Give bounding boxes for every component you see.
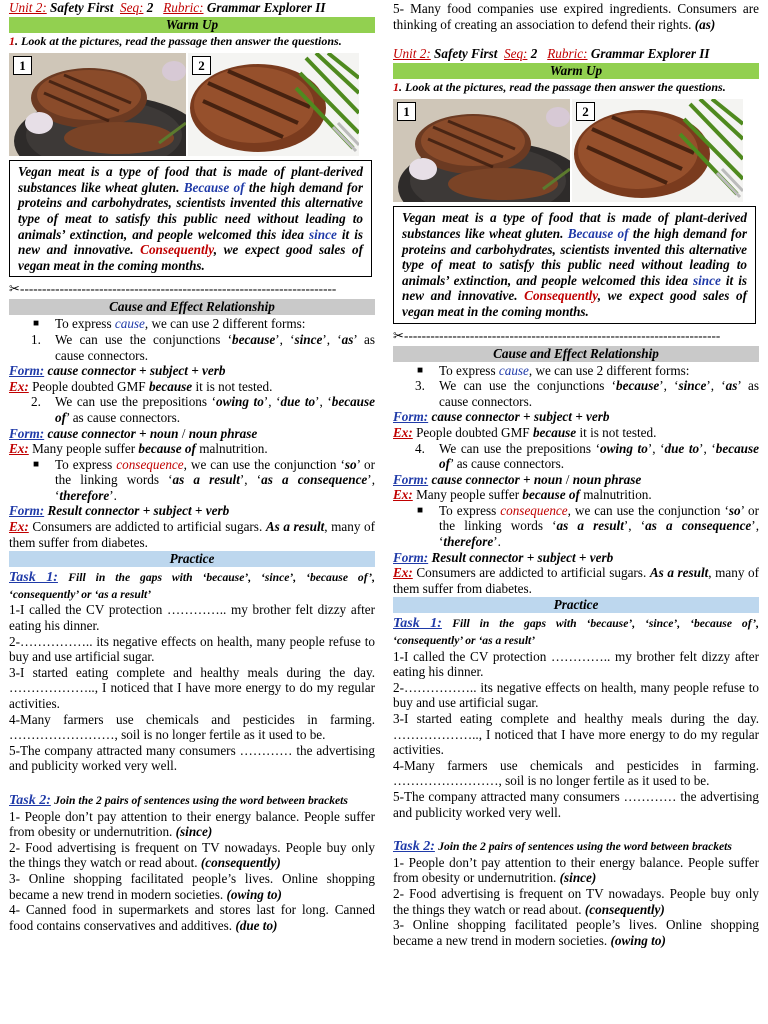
reading-passage: Vegan meat is a type of food that is made of plant-derived substances like wheat gluten. Because of the high demand for proteins and carbohydrates, scientists invented this alternative type of meat to satisfy this public need without leading to animals’ extinction, and people welcomed this idea since it is new and innovative. Consequently, we expect good sales of vegan meat in the coming months. (9, 160, 372, 277)
grammar-item-3: ■ To express consequence, we can use the conjunction ‘so’ or the linking words ‘as a result’, ‘as a consequence’, ‘therefore’. (417, 502, 759, 550)
task-1 (9, 569, 375, 774)
task-2-item: 2- Food advertising is frequent on TV nowadays. People buy only the things they watch or read about. (consequently) (393, 885, 759, 917)
task-1-heading: Task 1: Fill in the gaps with ‘because’, ‘since’, ‘because of’, ‘consequently’ or ‘as a result’ (9, 570, 375, 601)
instruction: 1. Look at the pictures, read the passage then answer the questions. (393, 79, 726, 94)
practice-heading: Practice (393, 597, 759, 613)
form-2: Form: cause connector + noun / noun phrase (393, 471, 642, 487)
item-number: 3. (415, 378, 425, 394)
cut-line: ✂------------------------------------------------------------------------ (393, 327, 721, 343)
grammar-item-1: 1. We can use the conjunctions ‘because’, ‘since’, ‘as’ as cause connectors. (31, 331, 375, 363)
vegan-steak-pan-image (9, 53, 186, 156)
item-number: 1. (31, 331, 41, 347)
grammar-intro: ■ To express cause, we can use 2 different forms: (417, 362, 690, 378)
task-2 (9, 792, 375, 933)
task-1-item: 4-Many farmers use chemicals and pesticides in farming. ……………………, soil is no longer fertile as it used to be. (9, 711, 375, 743)
example-2: Ex: Many people suffer because of malnutrition. (393, 487, 652, 503)
task-1-heading: Task 1: Fill in the gaps with ‘because’, ‘since’, ‘because of’, ‘consequently’ or ‘as a result’ (393, 616, 759, 648)
picture-1-label: 1 (397, 102, 416, 121)
example-3: Ex: Consumers are addicted to artificial sugars. As a result, many of them suffer from diabetes. (9, 519, 376, 550)
picture-2-label: 2 (192, 56, 211, 75)
right-prelude: 5- Many food companies use expired ingredients. Consumers are thinking of creating an association to defend their rights. (as) (393, 1, 759, 32)
example-2: Ex: Many people suffer because of malnutrition. (9, 441, 268, 457)
rubric-value: Grammar Explorer II (206, 0, 326, 15)
task-1-item: 5-The company attracted many consumers ………… the advertising and publicity worked very well. (393, 788, 759, 820)
task-1-item: 2-…………….. its negative effects on health, many people refuse to buy and use artificial sugar. (9, 633, 375, 665)
unit-header (393, 46, 759, 62)
task-2-heading: Task 2: Join the 2 pairs of sentences using the word between brackets (393, 839, 732, 855)
grammar-intro: ■ To express cause, we can use 2 different forms: (33, 316, 306, 332)
form-1: Form: cause connector + subject + verb (9, 363, 226, 379)
vegan-steak-pan-image (393, 99, 570, 202)
seq-value: 2 (530, 46, 538, 62)
task-2 (393, 838, 759, 948)
unit-header (9, 0, 375, 16)
task-2-item: 3- Online shopping facilitated people’s lives. Online shopping became a new trend in modern societies. (owing to) (393, 917, 759, 948)
task-1-item: 3-I started eating complete and healthy meals during the day. ……………….., I noticed that I have more energy to do my regular activities. (393, 711, 759, 758)
warm-up-heading: Warm Up (9, 17, 375, 33)
task-2-item: 4- Canned food in supermarkets and stores last for long. Canned food contains conservatives and additives. (due to) (9, 902, 375, 933)
grammar-heading: Cause and Effect Relationship (9, 299, 375, 315)
item-number: 2. (31, 394, 41, 410)
pictures (9, 53, 375, 156)
task-1 (393, 615, 759, 820)
task-1-item: 5-The company attracted many consumers ………… the advertising and publicity worked very well. (9, 742, 375, 774)
unit-label: Unit 2: (393, 46, 431, 62)
pictures (393, 99, 759, 202)
grammar-heading: Cause and Effect Relationship (393, 346, 759, 362)
warm-up-heading: Warm Up (393, 63, 759, 79)
bullet-icon: ■ (417, 364, 424, 376)
item-number: 4. (415, 440, 425, 456)
grammar-item-3: ■ To express consequence, we can use the conjunction ‘so’ or the linking words ‘as a result’, ‘as a consequence’, ‘therefore’. (33, 456, 375, 503)
rubric-label: Rubric: (163, 0, 204, 15)
vegan-steak-beans-image (572, 99, 743, 202)
task-2-item: 1- People don’t pay attention to their energy balance. People suffer from obesity or undernutrition. (since) (393, 854, 759, 886)
form-1: Form: cause connector + subject + verb (393, 409, 610, 425)
left-column (9, 0, 375, 933)
task-2-item: 3- Online shopping facilitated people’s lives. Online shopping became a new trend in modern societies. (owing to) (9, 870, 375, 902)
grammar-item-1: 3. We can use the conjunctions ‘because’, ‘since’, ‘as’ as cause connectors. (415, 378, 759, 409)
vegan-steak-beans-image (188, 53, 359, 156)
grammar-item-2: 2. We can use the prepositions ‘owing to’, ‘due to’, ‘because of’ as cause connectors. (31, 394, 375, 425)
task-1-item: 1-I called the CV protection ………….. my brother felt dizzy after eating his dinner. (393, 648, 759, 680)
rubric-label: Rubric: (547, 46, 588, 62)
task-1-item: 3-I started eating complete and healthy meals during the day. ……………….., I noticed that I have more energy to do my regular activities. (9, 664, 375, 711)
form-2: Form: cause connector + noun / noun phrase (9, 425, 258, 441)
picture-1-label: 1 (13, 56, 32, 75)
task-2-item: 1- People don’t pay attention to their energy balance. People suffer from obesity or undernutrition. (since) (9, 808, 375, 840)
unit-title: Safety First (50, 0, 114, 15)
task-2-heading: Task 2: Join the 2 pairs of sentences using the word between brackets (9, 792, 348, 808)
practice-heading: Practice (9, 551, 375, 567)
bullet-icon: ■ (33, 318, 40, 330)
seq-label: Seq: (120, 0, 144, 15)
task-1-item: 4-Many farmers use chemicals and pesticides in farming. ……………………, soil is no longer fertile as it used to be. (393, 757, 759, 789)
example-3: Ex: Consumers are addicted to artificial sugars. As a result, many of them suffer from diabetes. (393, 565, 760, 596)
bullet-icon: ■ (33, 458, 40, 470)
reading-passage: Vegan meat is a type of food that is made of plant-derived substances like wheat gluten. Because of the high demand for proteins and carbohydrates, scientists invented this alternative type of meat to satisfy this public need without leading to animals’ extinction, and people welcomed this idea since it is new and innovative. Consequently, we expect good sales of vegan meat in the coming months. (393, 206, 756, 323)
right-column (393, 0, 759, 948)
unit-title: Safety First (434, 46, 498, 62)
task-1-item: 1-I called the CV protection ………….. my brother felt dizzy after eating his dinner. (9, 602, 375, 634)
picture-2-label: 2 (576, 102, 595, 121)
form-3: Form: Result connector + subject + verb (393, 549, 614, 565)
example-1: Ex: People doubted GMF because it is not tested. (393, 424, 657, 440)
rubric-value: Grammar Explorer II (590, 46, 710, 62)
task-1-item: 2-…………….. its negative effects on health, many people refuse to buy and use artificial sugar. (393, 679, 759, 711)
seq-value: 2 (146, 0, 154, 15)
unit-label: Unit 2: (9, 0, 47, 15)
instruction: 1. Look at the pictures, read the passage then answer the questions. (9, 33, 342, 48)
example-1: Ex: People doubted GMF because it is not tested. (9, 378, 273, 394)
form-3: Form: Result connector + subject + verb (9, 503, 230, 519)
task-2-item: 2- Food advertising is frequent on TV nowadays. People buy only the things they watch or read about. (consequently) (9, 839, 375, 871)
seq-label: Seq: (504, 46, 528, 62)
cut-line: ✂------------------------------------------------------------------------ (9, 281, 337, 297)
bullet-icon: ■ (417, 504, 424, 516)
grammar-item-2: 4. We can use the prepositions ‘owing to’, ‘due to’, ‘because of’ as cause connectors. (415, 440, 759, 472)
